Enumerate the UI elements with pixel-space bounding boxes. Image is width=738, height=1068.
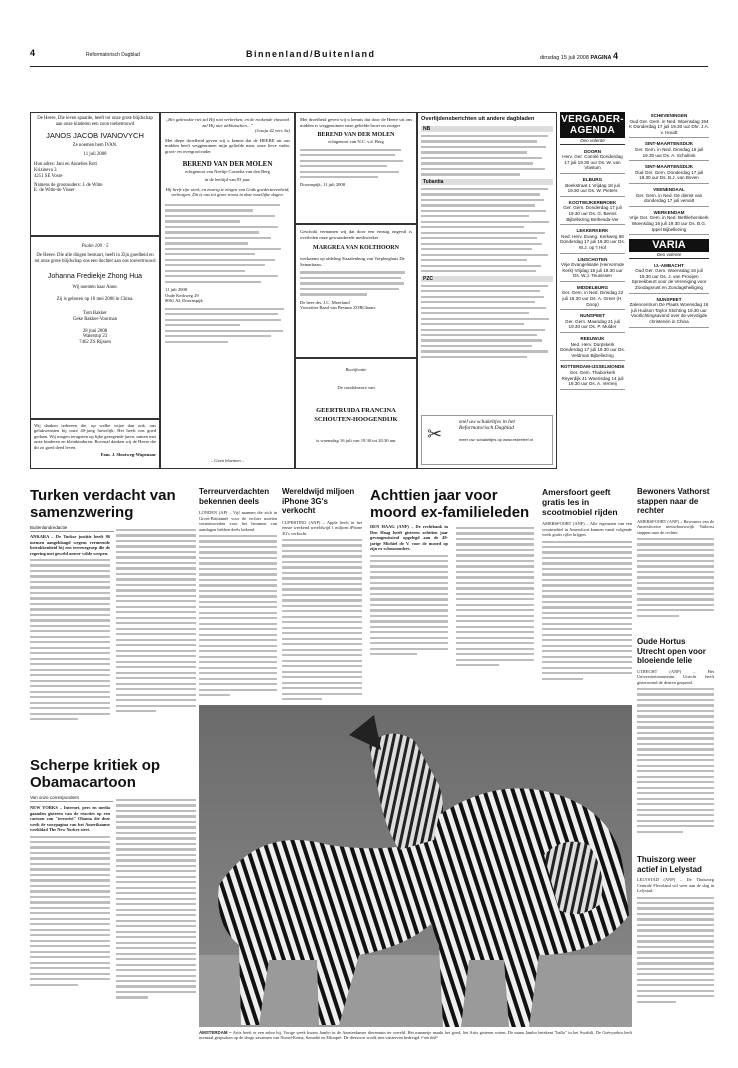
turken-headline: Turken verdacht van samenzwering [30, 487, 176, 521]
zhong-sub: Wij noemen haar Anne. [72, 285, 118, 291]
bewoners-headline: Bewoners Vathorst stappen naar de rechter [637, 487, 710, 515]
janos-grandparents: Namens de grootouders: J. de Witte E. de Witte-de Visser [34, 182, 103, 194]
agenda-list [560, 148, 625, 390]
overlijdens-list-2 [421, 188, 553, 272]
thuiszorg-lead: LELYSTAD (ANP) – De Thuiszorg Centrale Flevoland wil weer aan de slag in Lelystad. [637, 877, 714, 893]
zebra-photo-block [199, 705, 632, 1048]
agenda-entry-body: Vrije Evangelisatie (Hervormde Kerk) Vrijdag 18 juli 19.30 uur Ds. W.J. Teunissen [560, 262, 625, 279]
article-bewoners [637, 487, 714, 637]
agenda-entry-place: DOORN [583, 148, 602, 154]
agenda-entry-body: Beekstraat 1 Vrijdag 18 juli 19.30 uur Ds. W. Pieters [565, 182, 620, 194]
right-agenda-list [629, 112, 709, 235]
kolthoorn-name: MARGREA VAN KOLTHOORN [313, 245, 399, 252]
agenda-entry-place: REEUWIJK [580, 336, 605, 342]
molen-footer: – Geen bloemen – [210, 458, 245, 464]
molen-family-list [165, 204, 290, 283]
terreur-headline: Terreurverdachten bekennen deels [199, 487, 270, 506]
zhong-ref: Psalm 100 : 5 [81, 244, 109, 249]
kolthoorn-text: Geschokt vernamen wij dat door een ernstig ongeval is overleden onze gewaardeerde medewerker [300, 229, 412, 240]
zhong-name: Johanna Frediekje Zhong Hua [47, 273, 143, 281]
molen-spouse: echtgenoot van Neeltje Cornelia van den Berg [185, 168, 270, 174]
molen2-date: Doornspijk, 11 juli 2008 [300, 181, 346, 187]
right-agenda-entry-body: Ger. Gem. in Ned. Dinsdag 15 juli 19.30 uur Ds. A. Schultink [634, 146, 704, 158]
hortus-body [637, 688, 714, 833]
scissors-icon: ✂ [427, 424, 443, 444]
janos-name: JANOS JACOB IVANOVYCH [46, 130, 144, 140]
death-ad-molen-2 [295, 112, 417, 224]
iphone-body [282, 539, 362, 700]
varia-entry-place: NUNSPEET [656, 296, 682, 302]
hortus-headline: Oude Hortus Utrecht open voor bloeiende lelie [637, 637, 706, 665]
page-number-left: 4 [30, 48, 36, 58]
article-turken [30, 487, 198, 757]
varia-entry-body: Oud Ger. Gem. Woensdag 16 juli 19.30 uur Ds. J. van Prooijen Spreekbeurt voor de Vereniging voor Zondagsrust en Zondagsheiliging [631, 268, 707, 291]
overlijdens-list-1 [421, 135, 553, 176]
janos-sub: Ze noemen hem IVAN. [72, 142, 118, 148]
zhong-born: Zij is geboren op 18 mei 2006 in China. [56, 297, 134, 303]
obama-byline: Van onze correspondent [30, 795, 113, 802]
agenda-entry-body: Ned. Herv. Evang. Kerkweg 68 Donderdag 17 juli 19.30 uur Ds. W.J. op 't Hof [560, 233, 625, 250]
agenda-entry-place: KOOTWIJKERBROEK [568, 199, 617, 205]
obama-headline: Scherpe kritiek op Obamacartoon [30, 757, 161, 791]
achttien-headline: Achttien jaar voor moord ex-familieleden [370, 487, 530, 521]
bewoners-lead: AMERSFOORT (ANP) – Bewoners van de Amersfoortse nieuwbouwwijk Vathorst stappen naar de rechter. [637, 518, 714, 535]
molen-text: Met diepe droefheid geven wij u kennis dat de HEERE uit ons midden heeft weggenomen mijn geliefde man, onze lieve vader, groot- en overgrootvader [165, 137, 290, 154]
molen-poem: Hij heeft zijn werk, en zwarig te zingen van Gods goedertierenheid, verborgen. Dit is ons tot grote troost in deze moeilijke dagen. [165, 186, 290, 198]
molen2-name: BEREND VAN DER MOLEN [317, 132, 395, 139]
agenda-entry [560, 335, 625, 361]
molen-quote: „Het gekrookte riet zal Hij niet verbreken, en de rookende vlaswiek zal Hij niet uitblusschen...” [165, 117, 290, 128]
overlijdens-title: Overlijdensberichten uit andere dagbladen [421, 116, 535, 122]
page-label: PAGINA [590, 55, 612, 61]
right-agenda-entry [629, 209, 709, 235]
right-agenda-entry [629, 112, 709, 138]
varia-entry-place: IJ.-AMBACHT [654, 262, 684, 268]
agenda-entry-body: Herv. Ger. Comité Donderdag 17 juli 19.30 uur Ds. W. van Vlastuin [562, 154, 623, 171]
agenda-entry-place: ELBURG [582, 176, 603, 182]
molen-age: in de leeftijd van 83 jaar. [204, 177, 251, 183]
iphone-headline: Wereldwijd miljoen iPhone 3G's verkocht [282, 487, 355, 515]
photo-credit: Foto ANP [421, 1036, 438, 1041]
page-number: 4 [612, 51, 618, 61]
right-agenda-entry [629, 163, 709, 184]
agenda-entry [560, 199, 625, 225]
article-hortus [637, 637, 714, 852]
right-agenda [629, 112, 709, 469]
varia-entry-body: Zalencentrum De Plaats Woensdag 16 juli Hudson Taylor Stichting 19.30 uur Voorlichtingsavond over de vervolgde christenen in China [629, 302, 709, 325]
article-obama [30, 757, 196, 1047]
right-agenda-entry-place: SINT-MAARTENSDIJK [644, 141, 694, 147]
right-agenda-entry-body: Oud Ger. Gem. Donderdag 17 juli 19.30 uur Ds. B.J. van Boven [634, 169, 704, 181]
agenda-title: VERGADER-AGENDA [561, 114, 624, 136]
slootweg-text: Wij danken iedereen die, op welke wijze dan ook, ons gelukwensten bij onze 40-jarig huwelijk. Het heeft ons goed gedaan. Wij mogen terugzien op lijke gezegende jaren, samen met onze kinderen en kleinkinderen. Bovenal danken wij de Heere die dit zo goed deed leven. [34, 423, 156, 450]
vergader-agenda [560, 112, 625, 469]
agenda-entry-body: Ger. Gem. Maandag 21 juli 19.30 uur Ds. P. Mulder [565, 318, 620, 330]
janos-parents: Hun adres: Jani en Annelies Roti Krizineva 3 4251 SE Vosre [34, 162, 98, 179]
agenda-entry-place: LINSCHOTEN [577, 256, 608, 262]
rectificatie-note: is woensdag 16 juli van 19.30 tot 20.30 uur [316, 438, 396, 444]
obama-lead: NEW YORKS – Internet, pers en media gaanden gisteren van de reacties op een cartoon van "terrorist" Obama die deze week de voorpagina van het Amerikaanse weekblad The New Yorker siert. [30, 805, 110, 832]
varia-title: VARIA [629, 239, 709, 252]
turken-body-2 [116, 529, 196, 715]
agenda-entry [560, 227, 625, 253]
molen2-family [300, 149, 412, 179]
agenda-entry-body: Ger. Gem. Thaborkerk Reyerdijk 41 Woensdag 14 juli 19.30 uur Ds. A. Verneij [561, 370, 624, 387]
kolthoorn-body [300, 271, 412, 295]
rectificatie-sub: De condoleance van [337, 384, 375, 390]
overlijdens-region-2: Tubantia [421, 179, 553, 185]
agenda-subtitle: Deo volente [560, 138, 625, 145]
promo-line-1: snel uw schakeltjes in het [459, 419, 515, 425]
slootweg-name: Fam. J. Slootweg-Wapenaar [100, 452, 156, 458]
kolthoorn-sign: De heer drs. J.C. Moerland Voorzitter Raad van Bestuur ZORGbaars [300, 299, 376, 311]
amersfoort-headline: Amersfoort geeft gratis les in scootmobiel rijden [542, 487, 618, 517]
paper-name: Reformatorisch Dagblad [86, 52, 140, 58]
obama-body-2 [116, 799, 196, 1002]
achttien-lead: DEN HAAG (ANP) – De rechtbank in Den Haag heeft gisteren achttien jaar gevangenisstraf opgelegd aan de 49-jarige Michiel de V. voor de moord op zijn ex-schoonouders. [370, 524, 448, 551]
promo-line-2: Reformatorisch Dagblad [459, 425, 514, 431]
right-agenda-entry-body: Vrije Ger. Gem. in Ned. Bethlehemkerk Woensdag 16 juli 19.30 uur Ds. B.G. Ippel Bijbellezing [629, 215, 709, 232]
agenda-entry [560, 176, 625, 197]
obama-body-1 [30, 836, 110, 986]
janos-intro: De Heere, Die leven spaarde, heeft tot onze grote blijdschap aan onze kinderen een zoon toebetrouwd [37, 116, 153, 127]
agenda-entry-body: Ned. Herv. Dorpskerk Donderdag 17 juli 19.30 uur Ds. Veldman Bijbellezing [560, 341, 625, 358]
molen-name: BEREND VAN DER MOLEN [182, 159, 273, 168]
agenda-entry-place: NUNSPEET [579, 313, 605, 319]
molen-notes [165, 308, 290, 343]
hortus-lead: UTRECHT (ANP) – Het Universiteitsmuseum Utrecht heeft gisteravond de deuren geopend. [637, 668, 714, 685]
right-agenda-entry [629, 140, 709, 161]
varia-subtitle: Deo volente [629, 252, 709, 259]
molen-ref: (Jesaja 42 vers 3a) [254, 128, 290, 134]
varia-entry [629, 262, 709, 294]
agenda-entry [560, 148, 625, 174]
janos-date: 11 juli 2008 [83, 152, 107, 158]
zhong-text: De Heere. Die alle dingen bestuurt, heeft in Zijn goedheid en tot onze grote blijdschap ons een dochter aan ons toevertrouwd [34, 252, 156, 264]
agenda-entry-body: Ger. Gem. Donderdag 17 juli 19.30 uur Ds. G. Beens Bijbellezing Bethesda-Ver [563, 205, 622, 222]
right-agenda-entry-body: Oud Ger. Gem. in Ned. Woensdag 194 K Donderdag 17 juli 19.30 uur Dhr. J.A. v. Houdt [629, 118, 709, 135]
right-agenda-entry-place: VEENENDAAL [653, 186, 685, 192]
overlijdens-promo[interactable] [421, 415, 553, 465]
agenda-entry-place: LEKKERKERK [576, 228, 609, 234]
iphone-lead: CUPERTINO (ANP) – Apple heeft in het eerste weekend wereldwijd 1 miljoen iPhone 3G's verkocht. [282, 519, 362, 536]
right-agenda-entry-place: SCHEVENINGEN [650, 113, 688, 118]
zhong-date: 28 juni 2008 Waterstip 23 7462 ZS Rijssen [79, 328, 111, 346]
rectificatie-ad [295, 358, 417, 469]
header-rule [30, 66, 708, 67]
zhong-parents: Tom Bakker Geke Bakker-Voorman [72, 310, 118, 322]
turken-body-1 [30, 559, 110, 720]
kolthoorn-rest: werkzaam op afdeling Straalenburg van Verpleeghuis De Samaritaan. [300, 256, 405, 267]
right-agenda-entry [629, 186, 709, 207]
thuiszorg-body [637, 897, 714, 1003]
agenda-entry [560, 363, 625, 389]
article-amersfoort [542, 487, 632, 702]
overlijdens-region-3: PZC [421, 276, 553, 282]
amersfoort-body [542, 541, 632, 680]
molen2-text: Met droefheid geven wij u kennis dat door de Heere uit ons midden is weggenomen onze geliefde broer en zwager [300, 117, 412, 128]
date-line [540, 51, 618, 61]
achttien-body-1 [370, 555, 448, 656]
right-agenda-entry-body: Ger. Gem. in Ned. De dienst van donderdag 17 juli vervalt [635, 192, 703, 204]
section-title: Binnenland/Buitenland [246, 49, 376, 59]
zebra-photo [199, 705, 632, 1027]
varia-list [629, 262, 709, 328]
overlijdens-list-3 [421, 285, 553, 358]
birth-ad-janos [30, 112, 160, 236]
terreur-body [199, 535, 277, 696]
right-agenda-entry-place: SINT-MAARTENSDIJK [644, 164, 694, 170]
turken-byline: Buitenlandredactie [30, 525, 114, 532]
molen-signature: 11 juli 2008 Oude Kerkweg 29 8061 AL Doornspijk [165, 286, 203, 304]
date-text: dinsdag 15 juli 2008 [540, 55, 589, 61]
rectificatie-title: Rectificatie [345, 367, 367, 372]
achttien-body-2 [456, 527, 534, 670]
agenda-entry-body: Ger. Gem. in Ned. Dinsdag 22 juli 19.30 uur Ds. A. Greer (H. Doop) [561, 290, 624, 307]
overlijdens-panel [417, 112, 557, 469]
article-achttien [370, 487, 536, 702]
rectificatie-name: GEERTRUIDA FRANCINA SCHOUTEN-HOOGENDIJK [314, 407, 398, 424]
birth-ad-zhong [30, 236, 160, 419]
article-thuiszorg [637, 855, 714, 1045]
thuiszorg-headline: Thuiszorg weer actief in Lelystad [637, 855, 702, 874]
photo-caption-text: Artis heeft er een zebra bij. Vorige week kwam Jambo in de Amsterdamse dierentuin ter wereld. Het mannetje maakt het goed, liet Artis gisteren weten. De naam Jambo betekent "hallo" in het Swahili. De Grévyzebra leeft normaal gesproken op de droge savannen van Noord-Kenia, Somalië en Ethiopië. De diersoort wordt met uitsterven bedreigd. [199, 1030, 632, 1041]
right-agenda-entry-place: WERKENDAM [653, 209, 685, 215]
agenda-entry [560, 284, 625, 310]
overlijdens-region-1: NB [421, 126, 553, 132]
agenda-entry-place: ROTTERDAM-IJSSELMONDE [560, 364, 625, 370]
agenda-entry [560, 256, 625, 282]
terreur-lead: LONDEN (AP) – Vijf mannen die zich in Groot-Brittannië voor de rechter moeten verantwoorden voor het beramen van aanslagen hebben deels bekend. [199, 510, 277, 532]
bewoners-body [637, 538, 714, 617]
agenda-entry-place: MIDDELBURG [576, 284, 609, 290]
promo-url[interactable]: meer uw: schakeltjes op www.erdeetref.nl [459, 437, 533, 442]
photo-caption-label: AMSTERDAM – [199, 1030, 232, 1035]
agenda-entry [560, 312, 625, 333]
varia-entry [629, 296, 709, 328]
turken-lead: ANKARA – De Turkse justitie heeft 86 mensen aangeklaagd wegens vermeende betrokkenheid bij een terreurgroep die de regering met geweld omver wilde werpen. [30, 534, 110, 556]
thanks-ad-slootweg [30, 419, 160, 469]
death-ad-molen [160, 112, 295, 469]
amersfoort-lead: AMERSFOORT (ANP) – Alle eigenaren van een scootmobiel in Amersfoort kunnen vanaf volgende week gratis rijles krijgen. [542, 521, 632, 537]
death-ad-kolthoorn [295, 224, 417, 358]
photo-caption [199, 1030, 632, 1042]
molen2-spouse: echtgenoot van N.C. v.d. Berg [328, 139, 384, 145]
